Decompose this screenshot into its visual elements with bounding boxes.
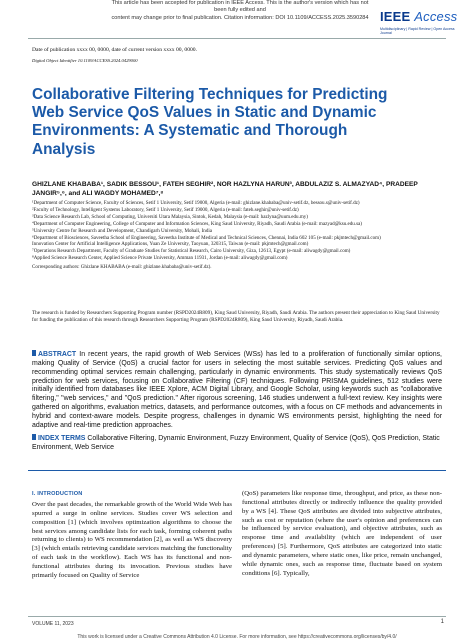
corresponding-author: Corresponding authors: Ghizlane KHABABA (e-mail: ghizlane.khababa@univ-setif.dz). [32,264,212,271]
affiliation: ¹Department of Computer Science, Faculty of Sciences, Setif 1 University, Setif 19000, Algeria (e-mail: ghizlane.khababa@univ-setif.dz, bessou.s@univ-setif.dz) [32,200,360,206]
affiliation: ⁷Operations Research Department, Faculty of Graduate Studies for Statistical Research, Cairo University, Giza, 12613, Egypt (e-mail: aliwagdy@gmail.com) [32,248,351,255]
notice-line-2: content may change prior to final publication. Citation information: DOI 10.1109/ACCESS.2025.3590284 [111,14,369,21]
body-column-left: Over the past decades, the remarkable growth of the World Wide Web has spurred a surge in online services. Studies cover WS selection and composition [1] (which involves optimization algorithms to choose the best services among candidate lists for each task, forming coherent paths returning to clients) to WS recommendation [2], as well as WS discovery [3] (which entails retrieving candidate services matching the functionality of each task in the workflow). Each WS has its functional and non-functional attributes during its invocation. Previous studies have primarily focused on Quality of Service [32,501,232,579]
abstract-marker [32,350,36,356]
affiliation: Innovation Center for Artificial Intelligence Applications, Yuan Ze University, Taoyuan, 320315, Taiwan (e-mail: pkjmtech@gmail.com) [32,241,309,248]
doi: Digital Object Identifier 10.1109/ACCESS.2024.0429000 [32,58,138,63]
logo-brand-ieee: IEEE [380,9,411,24]
logo-brand-access: Access [414,9,458,24]
section-heading: I. INTRODUCTION [32,491,83,497]
index-terms-text: Collaborative Filtering, Dynamic Environment, Fuzzy Environment, Quality of Service (QoS), QoS Prediction, Static Environment, Web Service [32,435,440,451]
index-terms-label: INDEX TERMS [38,435,86,442]
section-divider [28,470,446,471]
license-notice: This work is licensed under a Creative Commons Attribution 4.0 License. For more information, see https://creativecommons.org/licenses/by/4.0/ [77,634,397,640]
body-column-right: (QoS) parameters like response time, throughput, and price, as these non-functional attributes directly or indirectly influence the quality provided by a WS [4]. These QoS attributes are divided into subjective attributes, such as cost or reputation (where the user's opinion and preferences can be influenced by service evaluation), and objective attributes, such as response time and availability (which are independent of user preferences) [5]. Furthermore, QoS attributes are categorized into static and dynamic parameters, where static ones, like price, remain unchanged, while dynamic ones, such as response time, fluctuate based on system conditions [6]. Typically, [242,490,442,577]
abstract [32,350,442,431]
publication-notice [110,0,370,22]
logo-brand [380,9,457,24]
abstract-label: ABSTRACT [38,351,77,358]
notice-line-1: This article has been accepted for publication in IEEE Access. This is the author's version which has not been fully edited and [111,0,369,14]
affiliation: ³Data Science Research Lab, School of Computing, Universiti Utara Malaysia, Sintok, Kedah, Malaysia (e-mail: hazlyna@uum.edu.my) [32,213,308,220]
page-number: 1 [440,619,444,625]
logo-tagline: Multidisciplinary | Rapid Review | Open Access Journal [380,27,455,35]
affiliation: ²Faculty of Technology, Intelligent Systems Laboratory, Setif 1 University, Setif 19000, Algeria (e-mail: fateh.seghir@univ-setif.dz) [32,206,299,213]
affiliation: ⁶Department of Biosciences, Saveetha School of Engineering, Saveetha Institute of Medical and Technical Sciences, Chennai, India 602 105 (e-mail: pkjmtech@gmail.com) [32,234,381,241]
author-list: GHIZLANE KHABABA¹, SADIK BESSOU¹, FATEH SEGHIR², NOR HAZLYNA HARUN³, ABDULAZIZ S. ALMAZYAD⁴, PRADEEP JANGIR⁵,⁶, and ALI WAGDY MOHAMED⁷,⁸ [32,181,418,197]
affiliations [32,200,442,271]
affiliation: ⁴Department of Computer Engineering, College of Computer and Information Sciences, King Saud University, Riyadh, Saudi Arabia (e-mail: mazyad@ksu.edu.sa) [32,220,362,227]
volume-label: VOLUME 11, 2023 [32,621,74,627]
index-terms-marker [32,434,36,440]
publication-dates: Date of publication xxxx 00, 0000, date of current version xxxx 00, 0000. [32,47,197,53]
paper-title: Collaborative Filtering Techniques for Predicting Web Service QoS Values in Static and Dynamic Environments: A Systematic and Thorough Analysis [32,86,388,158]
ieee-access-logo [380,8,466,35]
footer-rule [28,616,446,617]
affiliation: ⁸Applied Science Research Center, Applied Science Private University, Amman 11931, Jordan (e-mail: aliwagdy@gmail.com) [32,255,288,262]
abstract-text: In recent years, the rapid growth of Web Services (WSs) has led to a proliferation of functionally similar options, making Quality of Service (QoS) a crucial factor for users in selecting the most suitable services. Predicting QoS values and recommending optimal services remain challenging, particularly in dynamic environments. This study systematically reviews QoS prediction for web services, focusing on Collaborative Filtering (CF) techniques. Following PRISMA guidelines, 512 studies were initially identified from databases like IEEE Xplore, ACM Digital Library, and Google Scholar, using keywords such as "collaborative filtering," "web services," and "QoS prediction." After rigorous screening, 146 studies underwent a full-text review. Key insights were gathered on algorithms, evaluation metrics, datasets, and performance outcomes, with a focus on CF methods and advancements in hybrid and context-aware models. Despite progress, challenges in dynamic WS environments persist, highlighting the need for adaptive and real-time prediction approaches. [32,351,442,429]
header-rule [28,38,446,39]
affiliation: ⁵University Centre for Research and Development, Chandigarh University, Mohali, India [32,227,212,234]
funding-statement: The research is funded by Researchers Supporting Program number (RSPD2024R809), King Saud University, Riyadh, Saudi Arabia. The authors present their appreciation to King Saud University for funding the publication of this research through Researchers Supporting Program (RSPD2024R809), King Saud University, Riyadh, Saudi Arabia. [32,310,440,324]
index-terms [32,434,442,453]
